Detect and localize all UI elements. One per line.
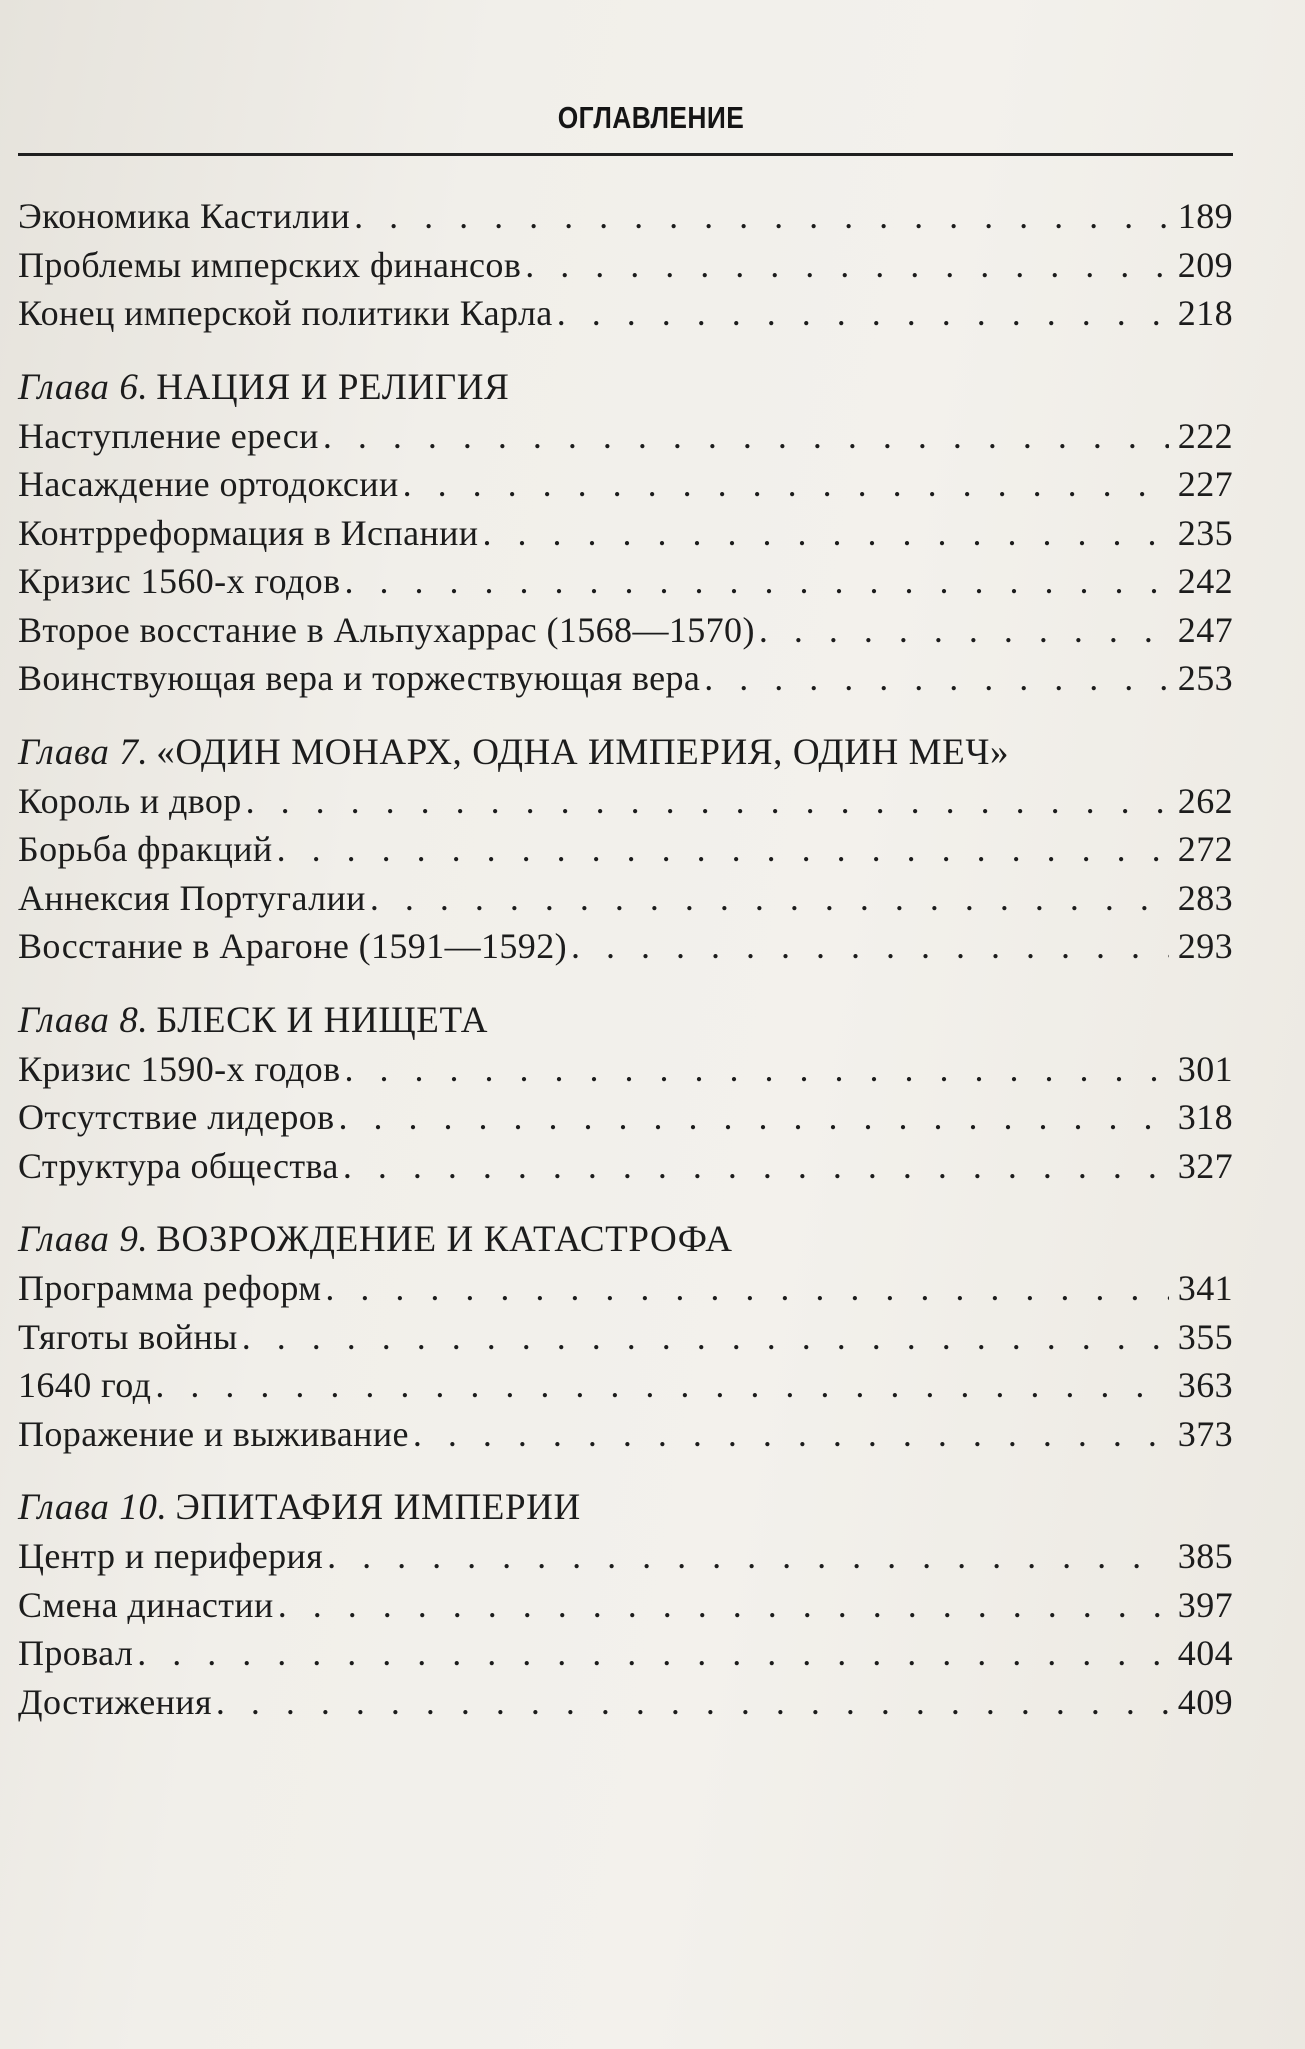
dot-leader [325, 1264, 1169, 1313]
toc-entry [18, 825, 1233, 874]
dot-leader [343, 1142, 1169, 1191]
toc-entry-title: Контрреформация в Испании [18, 512, 479, 553]
toc-entry-title: Структура общества [18, 1145, 339, 1186]
toc-entry-page-number: 341 [1177, 1268, 1233, 1308]
toc-entry [18, 557, 1233, 606]
dot-leader [278, 1581, 1169, 1630]
dot-leader [759, 606, 1169, 655]
toc-entry-title: Аннексия Португалии [18, 877, 366, 918]
toc-entry-title: Программа реформ [18, 1268, 322, 1308]
toc-entry-page-number: 363 [1177, 1365, 1233, 1405]
toc-entry-page-number: 397 [1177, 1584, 1233, 1625]
toc-entry-page-number: 242 [1177, 561, 1233, 601]
chapter-section [18, 729, 1233, 971]
chapter-label: Глава 10. [18, 1487, 168, 1528]
dot-leader [413, 1410, 1169, 1459]
toc-entry-title: Провал [18, 1633, 134, 1673]
toc-entry-page-number: 222 [1177, 415, 1233, 456]
dot-leader [525, 241, 1169, 290]
toc-entry-page-number: 235 [1177, 512, 1233, 553]
dot-leader [403, 460, 1169, 509]
toc-entry [18, 1045, 1233, 1094]
toc-entry [18, 654, 1233, 703]
toc-entry [18, 874, 1233, 923]
dot-leader [216, 1678, 1169, 1727]
dot-leader [557, 289, 1169, 338]
chapter-title: ЭПИТАФИЯ ИМПЕРИИ [175, 1487, 581, 1528]
dot-leader [571, 922, 1169, 971]
chapter-label: Глава 9. [18, 1219, 149, 1260]
toc-entry-title: Смена династии [18, 1584, 274, 1625]
toc-list [18, 192, 1233, 1726]
toc-entry-title: Отсутствие лидеров [18, 1097, 335, 1137]
toc-entry-page-number: 283 [1177, 877, 1233, 918]
toc-entry [18, 1410, 1233, 1459]
toc-entry [18, 460, 1233, 509]
dot-leader [323, 412, 1169, 461]
toc-entry-page-number: 404 [1177, 1633, 1233, 1673]
toc-entry-page-number: 262 [1177, 780, 1233, 821]
toc-entry-title: Экономика Кастилии [18, 196, 351, 236]
toc-entry [18, 1093, 1233, 1142]
toc-entry-title: Кризис 1590-х годов [18, 1048, 341, 1089]
table-of-contents-page [18, 95, 1233, 1752]
dot-leader [344, 1045, 1169, 1094]
toc-entry [18, 412, 1233, 461]
dot-leader [344, 557, 1169, 606]
toc-entry-page-number: 409 [1177, 1681, 1233, 1722]
toc-entry-title: Тяготы войны [18, 1316, 238, 1357]
dot-leader [704, 654, 1169, 703]
chapter-section [18, 1216, 1233, 1458]
toc-entry [18, 777, 1233, 826]
chapter-section [18, 192, 1233, 338]
toc-entry-title: Второе восстание в Альпухаррас (1568—1570) [18, 609, 755, 650]
chapter-section [18, 997, 1233, 1191]
chapter-heading [18, 997, 1233, 1045]
chapter-section [18, 1484, 1233, 1726]
toc-entry [18, 241, 1233, 290]
toc-entry [18, 509, 1233, 558]
toc-entry [18, 1264, 1233, 1313]
toc-entry [18, 922, 1233, 971]
dot-leader [482, 509, 1169, 558]
toc-entry-title: Борьба фракций [18, 829, 273, 869]
dot-leader [277, 825, 1169, 874]
toc-entry-title: Король и двор [18, 780, 242, 821]
toc-entry-page-number: 253 [1177, 658, 1233, 698]
dot-leader [246, 777, 1169, 826]
toc-entry-page-number: 227 [1177, 464, 1233, 504]
chapter-label: Глава 7. [18, 731, 149, 773]
toc-entry [18, 1581, 1233, 1630]
toc-entry-title: Насаждение ортодоксии [18, 464, 399, 504]
toc-entry-title: Восстание в Арагоне (1591—1592) [18, 926, 567, 966]
toc-entry [18, 1629, 1233, 1678]
toc-entry [18, 1678, 1233, 1727]
toc-entry-page-number: 355 [1177, 1316, 1233, 1357]
toc-entry-title: 1640 год [18, 1365, 152, 1405]
dot-leader [327, 1532, 1169, 1581]
toc-entry-title: Наступление ереси [18, 415, 319, 456]
toc-entry-page-number: 373 [1177, 1413, 1233, 1454]
toc-entry-title: Воинствующая вера и торжествующая вера [18, 658, 701, 698]
chapter-label: Глава 6. [18, 366, 149, 408]
dot-leader [242, 1313, 1169, 1362]
toc-entry [18, 1313, 1233, 1362]
toc-entry-page-number: 218 [1177, 293, 1233, 333]
toc-entry-title: Кризис 1560-х годов [18, 561, 341, 601]
toc-entry-page-number: 301 [1177, 1048, 1233, 1089]
chapter-heading [18, 1216, 1233, 1264]
toc-entry-page-number: 293 [1177, 926, 1233, 966]
toc-entry [18, 1532, 1233, 1581]
chapter-heading [18, 1484, 1233, 1532]
dot-leader [137, 1629, 1169, 1678]
chapter-section [18, 364, 1233, 703]
toc-entry-title: Центр и периферия [18, 1536, 324, 1576]
chapter-title: БЛЕСК И НИЩЕТА [156, 999, 489, 1041]
toc-entry [18, 1142, 1233, 1191]
toc-entry-title: Достижения [18, 1681, 212, 1722]
toc-entry-page-number: 327 [1177, 1145, 1233, 1186]
chapter-title: «ОДИН МОНАРХ, ОДНА ИМПЕРИЯ, ОДИН МЕЧ» [156, 731, 1010, 773]
dot-leader [354, 192, 1169, 241]
toc-entry-page-number: 272 [1177, 829, 1233, 869]
chapter-label: Глава 8. [18, 999, 149, 1041]
dot-leader [155, 1361, 1169, 1410]
chapter-heading [18, 729, 1233, 777]
chapter-heading [18, 364, 1233, 412]
dot-leader [339, 1093, 1169, 1142]
toc-entry-title: Проблемы имперских финансов [18, 244, 522, 285]
toc-entry-title: Поражение и выживание [18, 1413, 409, 1454]
toc-entry [18, 1361, 1233, 1410]
toc-entry-page-number: 385 [1177, 1536, 1233, 1576]
toc-entry [18, 289, 1233, 338]
toc-entry-title: Конец имперской политики Карла [18, 293, 553, 333]
toc-entry [18, 606, 1233, 655]
running-head: ОГЛАВЛЕНИЕ [557, 100, 745, 135]
toc-entry-page-number: 247 [1177, 609, 1233, 650]
toc-entry-page-number: 209 [1177, 244, 1233, 285]
dot-leader [370, 874, 1169, 923]
toc-entry-page-number: 318 [1177, 1097, 1233, 1137]
header-rule [18, 153, 1233, 156]
toc-entry-page-number: 189 [1177, 196, 1233, 236]
toc-entry [18, 192, 1233, 241]
chapter-title: НАЦИЯ И РЕЛИГИЯ [156, 366, 510, 408]
chapter-title: ВОЗРОЖДЕНИЕ И КАТАСТРОФА [156, 1219, 733, 1260]
